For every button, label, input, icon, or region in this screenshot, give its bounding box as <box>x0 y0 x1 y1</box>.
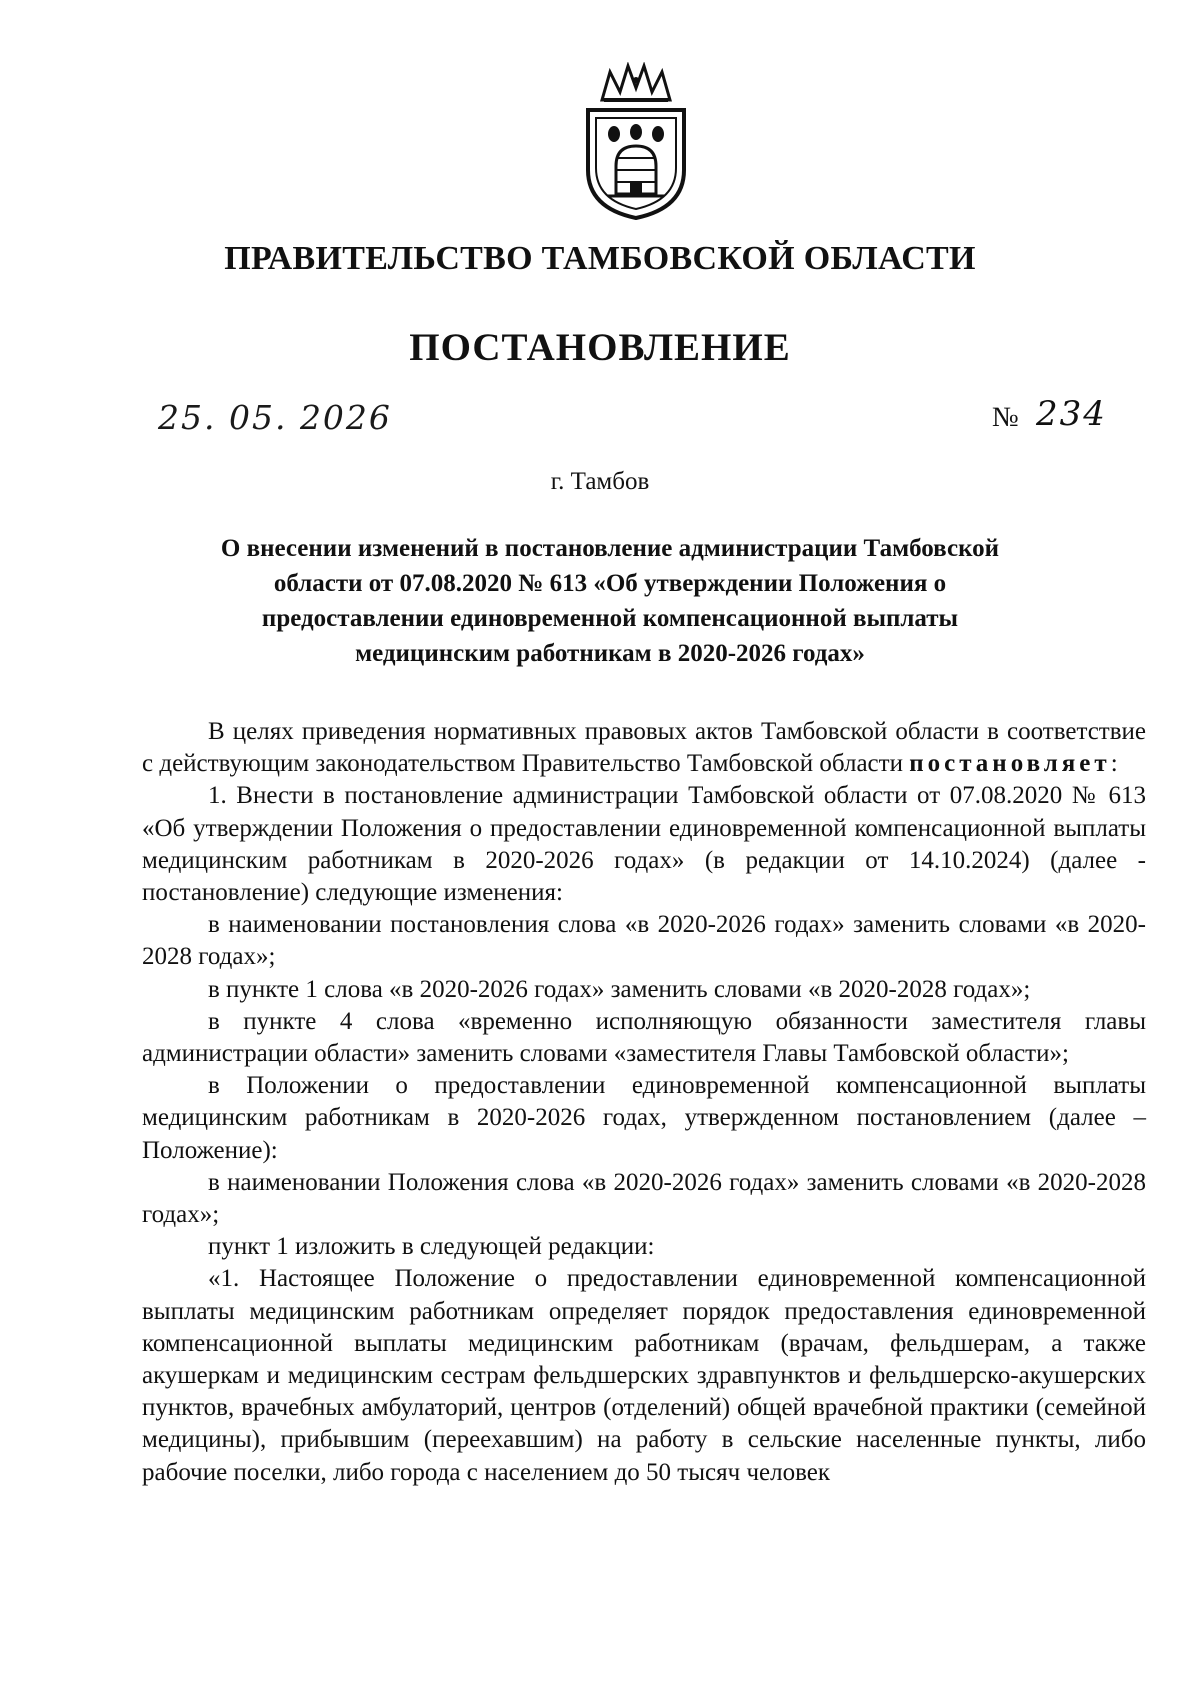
body-paragraph: 1. Внести в постановление администрации Тамбовской области от 07.08.2020 № 613 «Об утверждении Положения о предоставлении единовременной компенсационной выплаты медицинским работникам в 2020-2026 годах» (в редакции от 14.10.2024) (далее - постановление) следующие изменения: <box>142 782 1146 907</box>
body-paragraph: в наименовании постановления слова «в 2020-2026 годах» заменить словами «в 2020-2028 годах»; <box>142 911 1146 971</box>
body-paragraph: «1. Настоящее Положение о предоставлении единовременной компенсационной выплаты медицинским работникам определяет порядок предоставления единовременной компенсационной выплаты медицинским работникам (врачам, фельдшерам, а также акушеркам и медицинским сестрам фельдшерских здравпунктов и фельдшерско-акушерских пунктов, врачебных амбулаторий, центров (отделений) общей врачебной практики (семейной медицины), прибывшим (переехавшим) на работу в сельские населенные пункты, либо рабочие поселки, либо города с населением до 50 тысяч человек <box>142 1265 1146 1486</box>
paragraph-text: В целях приведения нормативных правовых актов Тамбовской области в соответствие с действующим законодательством Правительство Тамбовской области <box>142 718 1146 778</box>
body-paragraph <box>142 716 1146 780</box>
document-number: 234 <box>1036 394 1107 434</box>
paragraph-text: : <box>1110 750 1118 778</box>
body-paragraph: в Положении о предоставлении единовременной компенсационной выплаты медицинским работникам в 2020-2026 годах, утвержденном постановлением (далее – Положение): <box>142 1072 1146 1164</box>
body-paragraph: пункт 1 изложить в следующей редакции: <box>208 1233 655 1261</box>
body-paragraph: в наименовании Положения слова «в 2020-2026 годах» заменить словами «в 2020-2028 годах»; <box>142 1168 1146 1229</box>
body-paragraph: в пункте 1 слова «в 2020-2026 годах» заменить словами «в 2020-2028 годах»; <box>208 975 1031 1003</box>
number-label: № <box>992 402 1019 433</box>
heading-line: медицинским работникам в 2020-2026 годах» <box>355 640 865 667</box>
government-title: ПРАВИТЕЛЬСТВО ТАМБОВСКОЙ ОБЛАСТИ <box>224 240 976 277</box>
coat-of-arms-icon <box>580 62 692 222</box>
body-paragraph: в пункте 4 слова «временно исполняющую обязанности заместителя главы администрации области» заменить словами «заместителя Главы Тамбовской области»; <box>142 1007 1146 1068</box>
city: г. Тамбов <box>550 468 650 495</box>
document-body <box>142 716 1146 1489</box>
resolves-word: постановляет <box>909 750 1111 778</box>
heading-line: предоставлении единовременной компенсационной выплаты <box>261 605 959 632</box>
document-date: 25. 05. 2026 <box>158 398 392 437</box>
document-heading <box>170 531 1050 671</box>
heading-line: области от 07.08.2020 № 613 «Об утверждении Положения о <box>273 570 947 597</box>
heading-line: О внесении изменений в постановление администрации Тамбовской <box>220 535 1000 562</box>
document-type: ПОСТАНОВЛЕНИЕ <box>409 326 791 369</box>
